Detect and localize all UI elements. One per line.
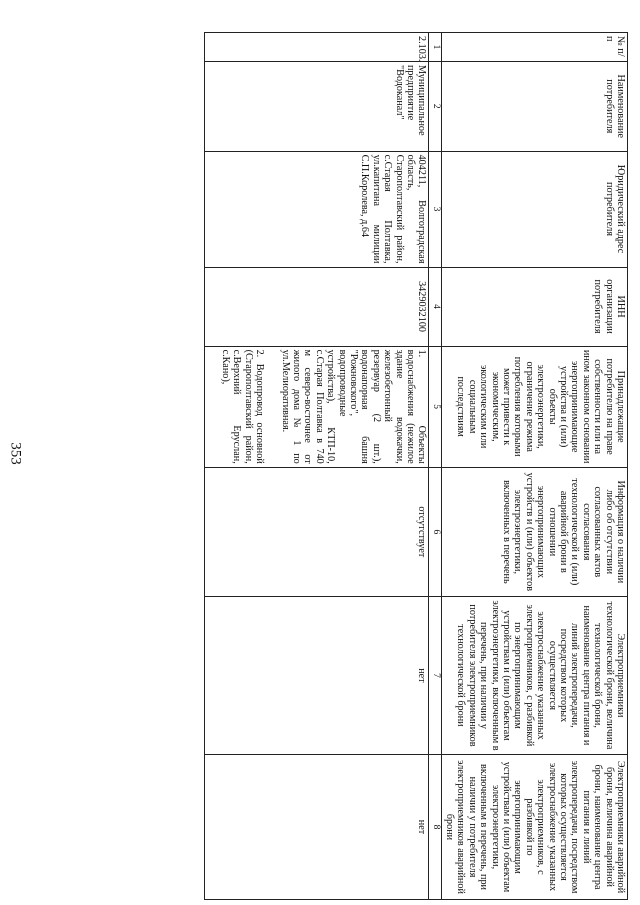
emergency-reserve: нет — [204, 755, 429, 900]
consumer-objects — [204, 346, 429, 467]
header-col-5: Принадлежащие потребителю на праве собственности или на ином законном основании энергопринимающие устройства и (или) объекты электроэнергетики, ограничение режима потребления которыми может привести к экономическим, экологическим или социальным последствиям — [442, 346, 628, 467]
consumer-inn: 3429032100 — [204, 267, 429, 346]
column-number: 5 — [429, 346, 442, 467]
column-number: 6 — [429, 467, 442, 596]
objects-item-2: 2. Водопровод основной (Старополтавский район, с.Верхний Еруслан, с.Кано), — [220, 349, 266, 464]
header-col-1: № п/п — [442, 33, 628, 62]
page-number: 353 — [7, 442, 24, 465]
table-row — [204, 33, 429, 900]
tech-reserve: нет — [204, 596, 429, 754]
consumers-table — [204, 32, 628, 900]
header-col-8: Электроприемники аварийной брони, величина аварийной брони, наименование центра питания и линий электропередачи, посредством которых осуществляется электроснабжение указанных электроприемников, с разбивкой по энергопринимающим устройствам и (или) объектам электроэнергетики, включенным в перечень, при наличии у потребителя электроприемников аварийной брони — [442, 755, 628, 900]
header-col-4: ИНН организации потребителя — [442, 267, 628, 346]
objects-item-1: 1. Объекты водоснабжения (нежилое здание водокачки, железобетонный резервуар (2 шт.), водонапорная башня "Рожновского", водопроводные устройства), КТП-10, с.Старая Полтавка в 740 м северо-восточнее от жилого дома № 1 по ул.Мелиоративная. — [279, 349, 428, 464]
row-number: 2.103. — [204, 33, 429, 62]
column-number: 1 — [429, 33, 442, 62]
header-col-6: Информация о наличии либо об отсутствии согласованных актов согласования технологической и (или) аварийной брони в отношении энергопринимающих устройств и (или) объектов электроэнергетики, включенных в перечень — [442, 467, 628, 596]
header-col-7: Электроприемники технологической брони, величина технологической брони, наименование центра питания и линий электропередачи, посредством которых осуществляется электроснабжение указанных электроприемников, с разбивкой по энергопринимающим устройствам и (или) объектам электроэнергетики, включенным в перечень, при наличии у потребителя электроприемников технологической брони — [442, 596, 628, 754]
consumer-name: Муниципальное предприятие "Водоканал" — [204, 61, 429, 151]
table-container — [62, 32, 628, 900]
consumer-address: 404211, Волгоградская область, Старополтавский район, с.Старая Полтавка, ул.капитана милиции С.П.Королева, д.64 — [204, 151, 429, 267]
column-number: 8 — [429, 755, 442, 900]
acts-status: отсутствует — [204, 467, 429, 596]
column-number: 4 — [429, 267, 442, 346]
column-number: 2 — [429, 61, 442, 151]
column-number-row — [429, 33, 442, 900]
header-row — [442, 33, 628, 900]
column-number: 3 — [429, 151, 442, 267]
header-col-2: Наименование потребителя — [442, 61, 628, 151]
column-number: 7 — [429, 596, 442, 754]
header-col-3: Юридический адрес потребителя — [442, 151, 628, 267]
